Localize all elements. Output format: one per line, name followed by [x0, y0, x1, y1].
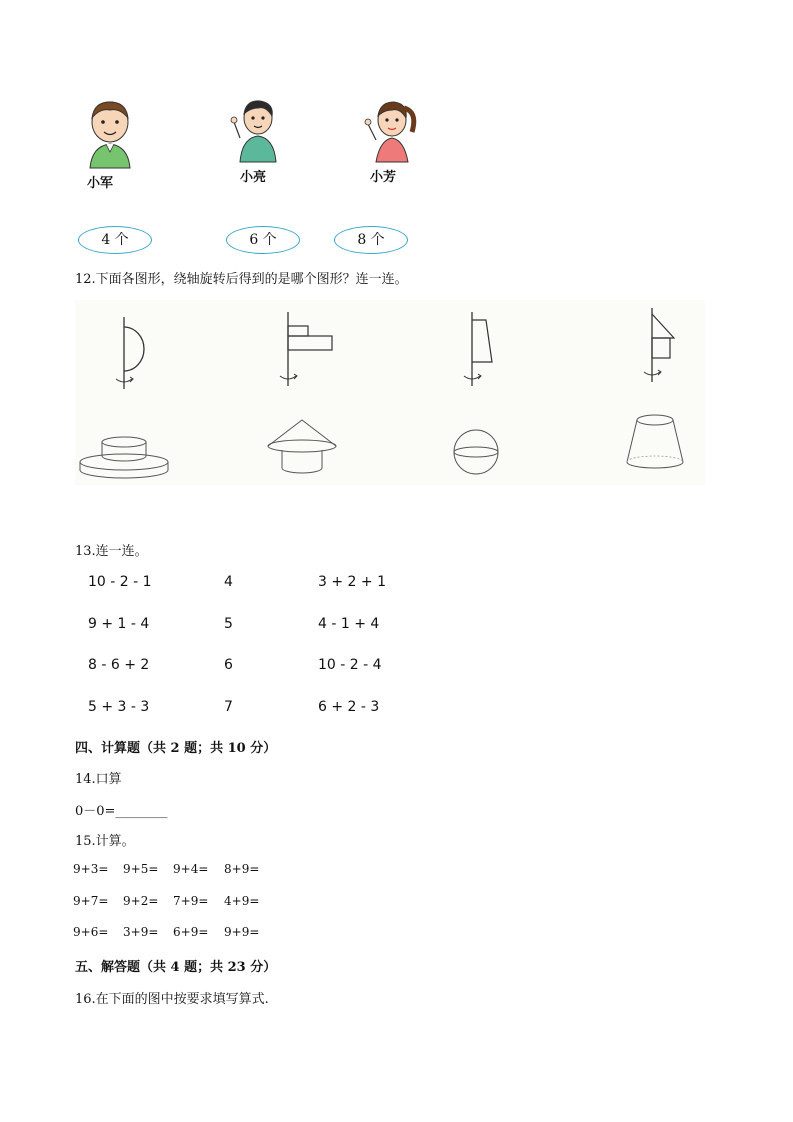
count-oval-xiaofang: 8 个 — [334, 226, 408, 254]
q15-calc-item: 7+9= — [173, 894, 209, 908]
question-16-text: 16.在下面的图中按要求填写算式. — [75, 992, 269, 1007]
q15-calc-item: 9+5= — [123, 862, 159, 876]
q15-calc-item: 9+9= — [224, 925, 260, 939]
q15-calc-item: 9+4= — [173, 862, 209, 876]
q13-left-expr: 9 + 1 - 4 — [88, 616, 150, 632]
q15-calc-item: 6+9= — [173, 925, 209, 939]
q13-left-expr: 8 - 6 + 2 — [88, 657, 150, 673]
kid-name-xiaofang: 小芳 — [370, 170, 397, 185]
section-4-title: 四、计算题（共 2 题；共 10 分） — [75, 741, 277, 756]
q15-calc-item: 4+9= — [224, 894, 260, 908]
kid-illustration-xiaojun — [80, 100, 140, 180]
axis-shape-triangle-square — [642, 306, 692, 386]
question-14-text: 14.口算 — [75, 772, 122, 787]
q13-left-expr: 10 - 2 - 1 — [88, 574, 152, 590]
q13-middle-number: 5 — [224, 616, 233, 632]
q15-calc-item: 9+7= — [73, 894, 109, 908]
question-15-text: 15.计算。 — [75, 834, 135, 849]
q13-right-expr: 4 - 1 + 4 — [318, 616, 380, 632]
kid-name-xiaojun: 小军 — [87, 176, 114, 191]
solid-sphere — [452, 428, 500, 476]
q15-calc-item: 3+9= — [123, 925, 159, 939]
axis-shape-trapezoid — [460, 310, 510, 390]
axis-shape-stepped-rectangles — [278, 310, 338, 390]
q15-calc-item: 9+6= — [73, 925, 109, 939]
count-oval-xiaojun: 4 个 — [78, 226, 152, 254]
q13-right-expr: 3 + 2 + 1 — [318, 574, 386, 590]
section-5-title: 五、解答题（共 4 题；共 23 分） — [75, 960, 277, 975]
count-oval-xiaoliang: 6 个 — [226, 226, 300, 254]
q13-middle-number: 4 — [224, 574, 233, 590]
kid-name-xiaoliang: 小亮 — [240, 170, 267, 185]
q15-calc-item: 9+2= — [123, 894, 159, 908]
q13-right-expr: 6 + 2 - 3 — [318, 699, 380, 715]
question-12-text: 12.下面各图形，绕轴旋转后得到的是哪个图形？连一连。 — [75, 272, 408, 287]
question-14-expression: 0－0=________ — [75, 804, 168, 819]
solid-cone-on-cylinder — [266, 416, 338, 480]
q13-right-expr: 10 - 2 - 4 — [318, 657, 382, 673]
solid-frustum — [624, 412, 686, 474]
axis-shape-semicircle — [110, 315, 160, 395]
question-13-text: 13.连一连。 — [75, 544, 148, 559]
solid-stacked-cylinders — [78, 430, 170, 478]
q15-calc-item: 8+9= — [224, 862, 260, 876]
q15-calc-item: 9+3= — [73, 862, 109, 876]
q13-left-expr: 5 + 3 - 3 — [88, 699, 150, 715]
q13-middle-number: 7 — [224, 699, 233, 715]
q13-middle-number: 6 — [224, 657, 233, 673]
